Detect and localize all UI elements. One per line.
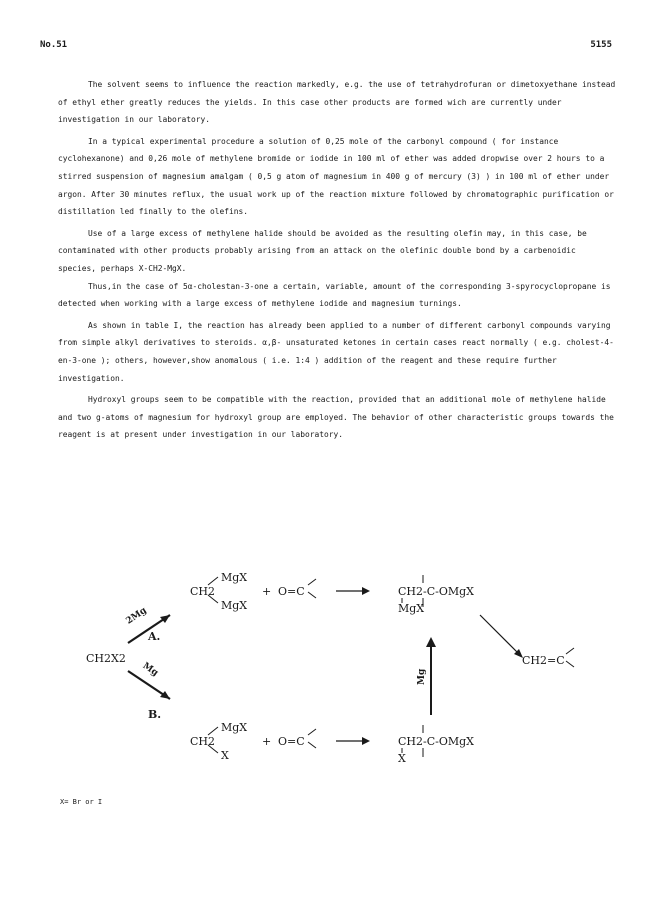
product-bond-bottom <box>566 661 574 667</box>
reagent-b-top: MgX <box>221 721 248 734</box>
product-olefin: CH2=C <box>522 654 565 667</box>
route-a-reagent: 2Mg <box>124 605 149 627</box>
carbonyl-a-bond-top <box>308 579 316 585</box>
product-bond-top <box>566 648 574 654</box>
adduct-b-main: CH2-C-OMgX <box>398 735 475 748</box>
route-a-label: A. <box>148 630 161 643</box>
reaction-scheme <box>0 555 672 800</box>
paragraph-cholestanone: Thus,in the case of 5α-cholestan-3-one a certain, variable, amount of the corresponding 3-spyrocyclopropane is detected when working with a large excess of methylene iodide and magnesium turnings. <box>58 281 611 309</box>
paragraph-procedure: In a typical experimental procedure a solution of 0,25 mole of the carbonyl compound ( for instance cyclohexanone) and 0,26 mole of methylene bromide or iodide in 100 ml of ether was added dropwise over 2 hours to a stirred suspension of magnesium amalgam ( 0,5 g atom of magnesium in 400 g of mercury (3) ) in 100 ml of ether under argon. After 30 minutes reflux, the usual work up of the reaction mixture followed by chromatographic purification or distillation led finally to the olefins. <box>58 136 614 217</box>
footnote: X= Br or I <box>60 798 103 806</box>
carbonyl-a: O=C <box>278 585 305 598</box>
body-text <box>58 76 618 444</box>
route-b-label: B. <box>148 708 162 721</box>
adduct-b-sub: X <box>398 752 406 765</box>
paragraph-excess: Use of a large excess of methylene halide should be avoided as the resulting olefin may, in this case, be contaminated with other products probably arising from an attack on the olefinic double bond by a carbenoidic species, perhaps X-CH2-MgX. <box>58 228 587 273</box>
arrow-b-head <box>362 737 370 745</box>
carbonyl-b-bond-bottom <box>308 742 316 748</box>
carbonyl-b-bond-top <box>308 729 316 735</box>
reagent-b-bond-top <box>208 727 218 735</box>
reagent-b-bottom: X <box>221 749 229 762</box>
adduct-a-main: CH2-C-OMgX <box>398 585 475 598</box>
reagent-b-ch2: CH2 <box>190 735 216 748</box>
reagent-a-bond-top <box>208 577 218 585</box>
paragraph-solvent: The solvent seems to influence the reaction markedly, e.g. the use of tetrahydrofuran or dimetoxyethane instead of ethyl ether greatly reduces the yields. In this case other products are formed wich are currently under investigation in our laboratory. <box>58 80 616 125</box>
reagent-a-bottom: MgX <box>221 599 248 612</box>
paragraph-table: As shown in table I, the reaction has already been applied to a number of different carbonyl compounds varying from simple alkyl derivatives to steroids. α,β- unsaturated ketones in certain cases react normally ( e.g. cholest-4-en-3-one ); others, however,show anomalous ( i.e. 1:4 ) addition of the reagent and these require further investigation. <box>58 320 614 383</box>
paragraph-hydroxyl: Hydroxyl groups seem to be compatible with the reaction, provided that an additional mole of methylene halide and two g-atoms of magnesium for hydroxyl group are employed. The behavior of other characteristic groups towards the reagent is at present under investigation in our laboratory. <box>58 395 614 440</box>
vertical-reagent: Mg <box>417 668 427 685</box>
reagent-a-ch2: CH2 <box>190 585 216 598</box>
carbonyl-b: O=C <box>278 735 305 748</box>
carbonyl-a-bond-bottom <box>308 592 316 598</box>
plus-a: + <box>262 585 272 598</box>
page-number: 5155 <box>590 40 612 50</box>
start-compound: CH2X2 <box>86 652 126 665</box>
arrow-a-head <box>362 587 370 595</box>
plus-b: + <box>262 735 272 748</box>
elimination-arrow <box>480 615 520 655</box>
adduct-a-sub: MgX <box>398 602 425 615</box>
journal-issue: No.51 <box>40 40 68 50</box>
vertical-arrowhead <box>426 637 436 647</box>
reagent-a-top: MgX <box>221 571 248 584</box>
route-b-reagent: Mg <box>140 661 160 679</box>
